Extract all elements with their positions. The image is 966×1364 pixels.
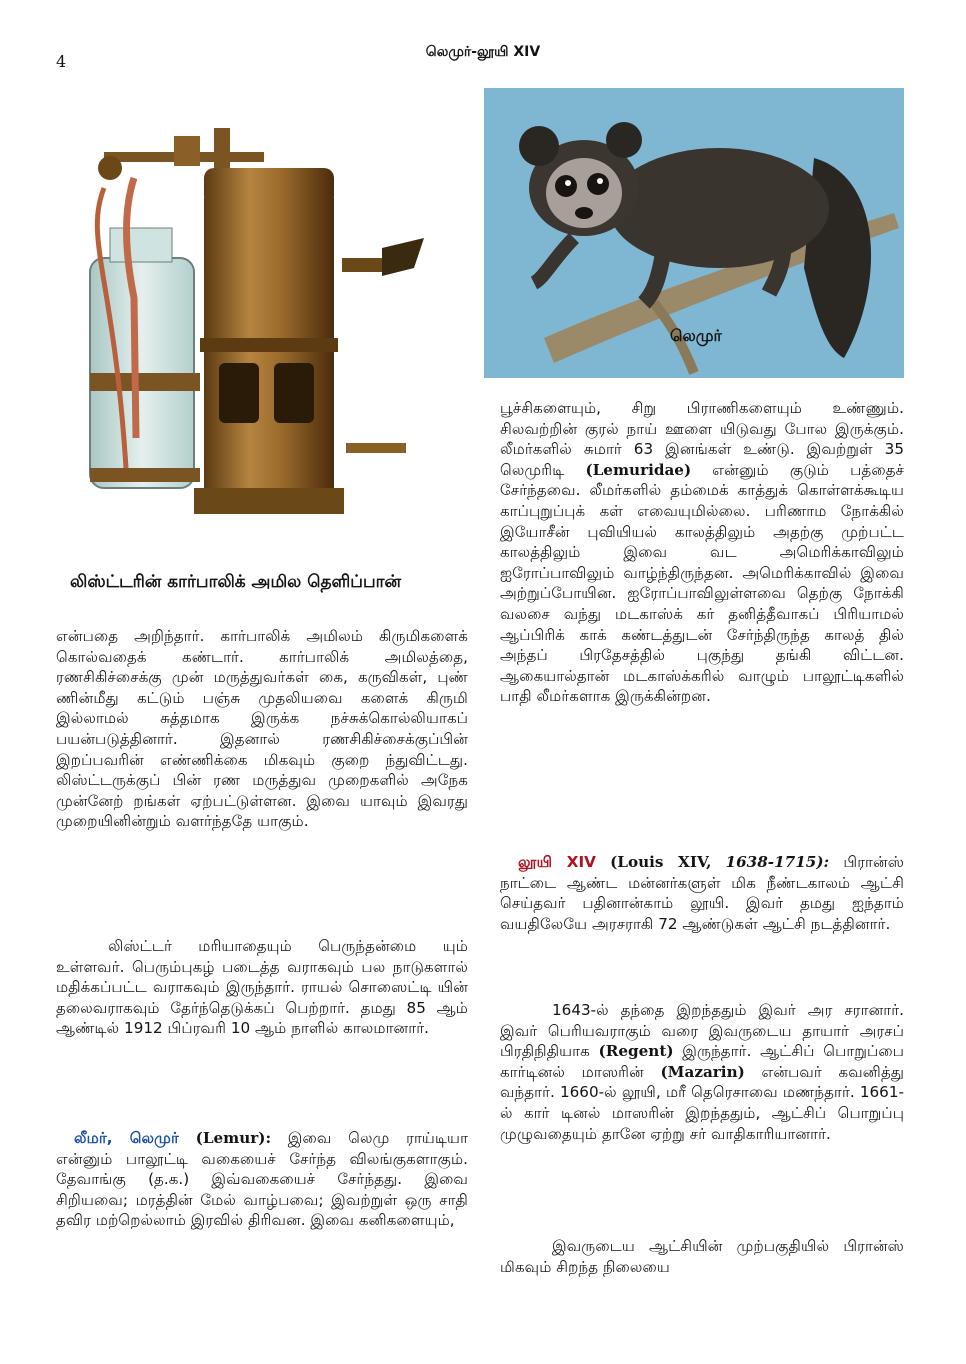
paragraph-lister-method — [56, 626, 468, 832]
entry-headword-lemur: லீமர், லெமுர் — [74, 1129, 179, 1147]
paragraph-text: இவருடைய ஆட்சியின் முற்பகுதியில் பிரான்ஸ் மிகவும் சிறந்த நிலையை — [500, 1237, 904, 1276]
entry-lemur — [56, 1128, 468, 1231]
paragraph-text: என்பவர் கவனித்து வந்தார். 1660-ல் லூயி, மரீ தெரெசாவை மணந்தார். 1661-ல் கார் டினல் மாஸரின் இறந்ததும், ஆட்சிப் பொறுப்பு முழுவதையும் தானே ஏற்று சர் வாதிகாரியானார். — [500, 1062, 905, 1143]
entry-dates-louis: 1638-1715): — [725, 853, 830, 871]
entry-text: என்னும் குடும் பத்தைச் சேர்ந்தவை. லீமர்களில் தம்மைக் காத்துக் கொள்ளக்கூடிய காப்புறுப்புக் கள் எவையுமில்லை. பரிணாம நோக்கில் இயோசீன் புவியியல் காலத்திலும் அதற்கு முற்பட்ட காலத்திலும் இவை வட அமெரிக்காவிலும் ஐரோப்பாவிலும் வாழ்ந்திருந்தன. அமெரிக்காவில் இவை அற்றுப்போயின. ஐரோப்பாவிலுள்ளவை தெற்கு நோக்கி வலசை வந்து மடகாஸ்க் கர் தனித்தீவாகப் பிரியாமல் ஆப்பிரிக் காக் கண்டத்துடன் சேர்ந்திருந்த காலத் தில் அந்தப் பிரதேசத்தில் புகுந்து தங்கி விட்டன. ஆகையால்தான் மடகாஸ்க்கரில் வாழும் பாலூட்டிகளில் பாதி லீமர்களாக இருக்கின்றன. — [500, 460, 905, 706]
latin-regent: (Regent) — [598, 1042, 674, 1061]
entry-louis-xiv — [500, 852, 904, 934]
running-title: லெமுர்-லூயி XIV — [425, 44, 541, 60]
sprayer-caption: லிஸ்ட்டரின் கார்பாலிக் அமில தெளிப்பான் — [70, 572, 401, 592]
latin-mazarin: (Mazarin) — [660, 1062, 745, 1081]
carbolic-sprayer-illustration — [64, 108, 474, 538]
page-number: 4 — [56, 52, 67, 71]
paragraph-louis-early-reign — [500, 1236, 904, 1277]
entry-text: பிரான்ஸ் நாட்டை ஆண்ட மன்னர்களுள் மிக நீண்டகாலம் ஆட்சி செய்தவர் பதினான்காம் லூயி. இவர் தமது ஐந்தாம் வயதிலேயே அரசராகி 72 ஆண்டுகள் ஆட்சி நடத்தினார். — [500, 853, 905, 933]
entry-text: இவை லெமு ராய்டியா என்னும் பாலூட்டி வகையைச் சேர்ந்த விலங்குகளாகும். தேவாங்கு (த.க.) இவ்வகையைச் சேர்ந்தது. இவை சிறியவை; மரத்தின் மேல் வாழ்பவை; இவற்றுள் ஒரு சாதி தவிர மற்றெல்லாம் இரவில் திரிவன. இவை கனிகளையும், — [56, 1129, 468, 1230]
entry-headword-louis: லூயி XIV — [518, 853, 596, 871]
latin-lemuridae: (Lemuridae) — [585, 460, 692, 479]
paragraph-text: இருந்தார். ஆட்சிப் பொறுப்பை கார்டினல் மாஸரின் — [500, 1042, 904, 1081]
entry-lemur-continued — [500, 398, 904, 707]
paragraph-lister-honours — [56, 936, 468, 1039]
entry-latin-louis: (Louis XIV, — [610, 853, 712, 871]
lemur-caption: லெமுர் — [670, 326, 722, 345]
paragraph-text: 1643-ல் தந்தை இறந்ததும் இவர் அர சரானார். இவர் பெரியவராகும் வரை இவருடைய தாயார் அரசப் பிரதிநிதியாக — [500, 1001, 904, 1061]
paragraph-text: என்பதை அறிந்தார். கார்பாலிக் அமிலம் கிருமிகளைக் கொல்வதைக் கண்டார். கார்பாலிக் அமிலத்தை, ரணசிகிச்சைக்கு முன் மருத்துவர்கள் கை, கருவிகள், புண் ணின்மீது கட்டும் பஞ்சு முதலியவை களைக் கிருமி இல்லாமல் சுத்தமாக இருக்க நச்சுக்கொல்லியாகப் பயன்படுத்தினார். இதனால் ரணசிகிச்சைக்குப்பின் இறப்பவரின் எண்ணிக்கை மிகவும் குறை ந்துவிட்டது. லிஸ்ட்டருக்குப் பின் ரண மருத்துவ முறைகளில் அநேக முன்னேற் றங்கள் ஏற்பட்டுள்ளன. இவை யாவும் இவரது முறையினின்றும் வளர்ந்ததே யாகும். — [56, 627, 468, 831]
paragraph-louis-reign — [500, 1000, 904, 1144]
paragraph-text: லிஸ்ட்டர் மரியாதையும் பெருந்தன்மை யும் உள்ளவர். பெரும்புகழ் படைத்த வராகவும் பல நாடுகளால் மதிக்கப்பட்ட வராகவும் இருந்தார். ராயல் சொஸைட்டி யின் தலைவராகவும் தேர்ந்தெடுக்கப் பெற்றார். தமது 85 ஆம் ஆண்டில் 1912 பிப்ரவரி 10 ஆம் நாளில் காலமானார். — [56, 937, 468, 1038]
lemur-photo — [484, 88, 904, 378]
entry-latin-lemur: (Lemur): — [195, 1129, 272, 1147]
entry-text: பூச்சிகளையும், சிறு பிராணிகளையும் உண்ணும். சிலவற்றின் குரல் நாய் ஊளை யிடுவது போல இருக்கும். லீமர்களில் சுமார் 63 இனங்கள் உண்டு. இவற்றுள் 35 லெமுரிடி — [500, 399, 904, 479]
